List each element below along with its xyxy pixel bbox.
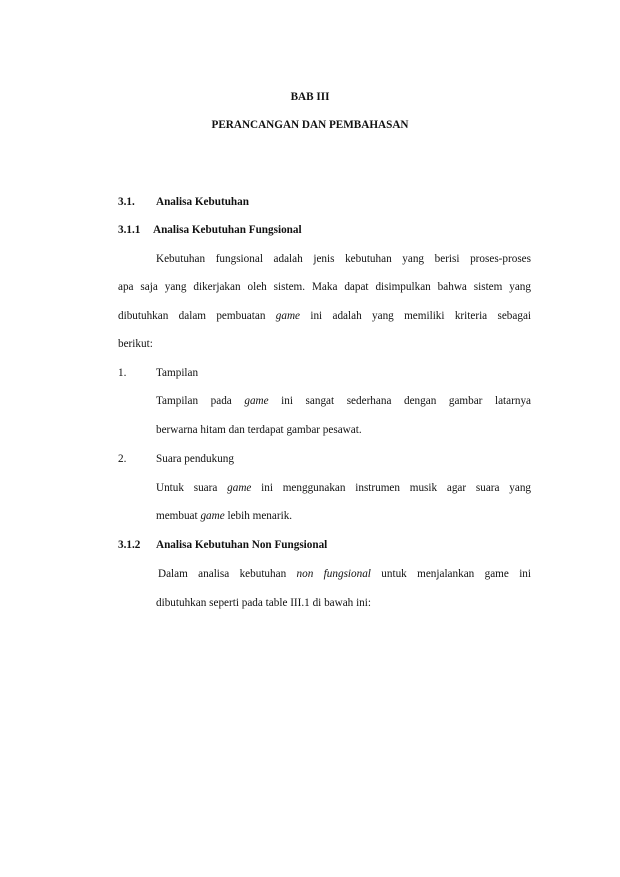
list-item-title: Tampilan xyxy=(156,367,199,379)
list-item-number: 1. xyxy=(118,367,127,379)
list-item-text: berwarna hitam dan terdapat gambar pesawat. xyxy=(156,424,362,436)
list-item-text: Untuk suara game ini menggunakan instrumen musik agar suara yang xyxy=(156,482,532,494)
list-item-number: 2. xyxy=(118,453,127,465)
paragraph-line: Kebutuhan fungsional adalah jenis kebutuhan yang berisi proses-proses xyxy=(156,253,531,265)
section-3-1-title: Analisa Kebutuhan xyxy=(156,196,249,208)
paragraph-line: apa saja yang dikerjakan oleh sistem. Maka dapat disimpulkan bahwa sistem yang xyxy=(118,281,531,293)
paragraph-line: dibutuhkan seperti pada table III.1 di bawah ini: xyxy=(156,597,371,609)
paragraph-line: berikut: xyxy=(118,338,153,350)
paragraph-line: dibutuhkan dalam pembuatan game ini adalah yang memiliki kriteria sebagai xyxy=(118,310,532,322)
section-3-1-2-title: Analisa Kebutuhan Non Fungsional xyxy=(156,539,328,551)
paragraph-line: Dalam analisa kebutuhan non fungsional untuk menjalankan game ini xyxy=(158,568,532,580)
section-3-1-1-number: 3.1.1 xyxy=(118,224,141,236)
chapter-title: PERANCANGAN DAN PEMBAHASAN xyxy=(211,119,409,131)
list-item-text: Tampilan pada game ini sangat sederhana dengan gambar latarnya xyxy=(156,395,532,407)
list-item-text: membuat game lebih menarik. xyxy=(156,510,293,522)
section-3-1-number: 3.1. xyxy=(118,196,135,208)
list-item-title: Suara pendukung xyxy=(156,453,234,465)
section-3-1-2-number: 3.1.2 xyxy=(118,539,141,551)
chapter-number: BAB III xyxy=(290,91,330,103)
section-3-1-1-title: Analisa Kebutuhan Fungsional xyxy=(153,224,302,236)
